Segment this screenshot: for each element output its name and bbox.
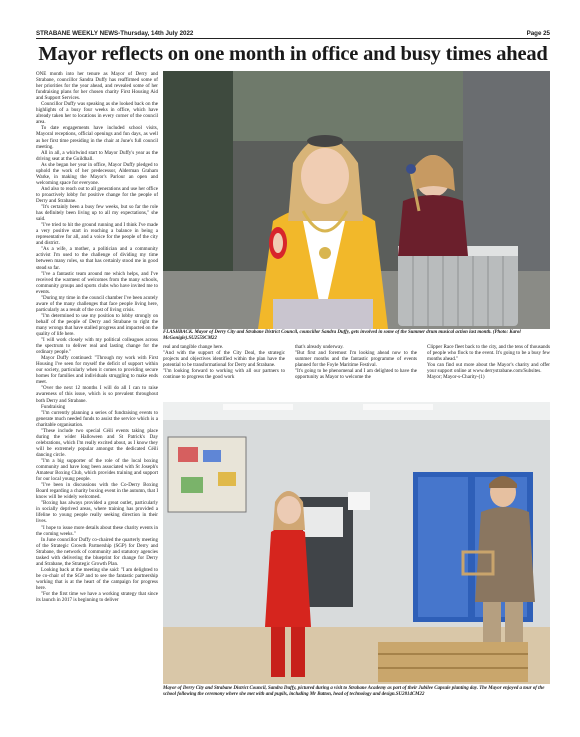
article-paragraph: As she began her year in office, Mayor Duffy pledged to uphold the work of her predecessor, Alderman Graham Warke, in making the Mayor's Parlour an open and welcoming space for everyone. bbox=[36, 161, 158, 186]
article-paragraph: In June councillor Duffy co-chaired the quarterly meeting of the Strategic Growth Partnership (SGP) for Derry and Strabane, the network of community and statutory agencies tasked with delivering the blueprint for change for Derry and Strabane, the Strategic Growth Plan. bbox=[36, 536, 158, 567]
article-paragraph: To date engagements have included school visits, Mayoral receptions, official openings and fun days, as well as her first time presiding in the chair at June's full council meeting. bbox=[36, 125, 158, 150]
article-paragraph: "I'm currently planning a series of fundraising events to generate much needed funds to assist the service which is a charitable organisation. bbox=[36, 409, 158, 428]
headline: Mayor reflects on one month in office and busy times ahead bbox=[38, 43, 548, 65]
article-column-middle-1 bbox=[163, 344, 285, 400]
article-paragraph: Mayor Duffy continued: "Through my work with First Housing I've seen for myself the deficit of support within our society, particularly when it comes to providing secure homes for families and individuals struggling to make ends meet. bbox=[36, 355, 158, 386]
article-paragraph: "I've tried to hit the ground running and I think I've made a very positive start in reaching a balance in being a representative for all, and a voice for the people of the city and district. bbox=[36, 222, 158, 247]
photo-mayor-school-visit bbox=[163, 402, 550, 684]
article-paragraph: All in all, a whirlwind start to Mayor Duffy's year as the driving seat at the Guildhall. bbox=[36, 149, 158, 162]
photo-mayor-drum-event bbox=[163, 71, 550, 329]
article-paragraph: "It's certainly been a busy few weeks, but so far the role has definitely been living up to all my expectations," she said. bbox=[36, 204, 158, 223]
masthead-title: STRABANE WEEKLY NEWS-Thursday, 14th July 2022 bbox=[36, 30, 194, 37]
article-paragraph: Fundraising bbox=[41, 403, 66, 410]
article-paragraph: "I'm determined to use my position to lobby strongly on behalf of the people of Derry and Strabane to right the many wrongs that have stalled progress and impacted on the quality of life here. bbox=[36, 312, 158, 338]
article-paragraph: real and tangible change here. "And with the support of the City Deal, the strategic projects and objectives identified within the plan have the potential to be transformational for Derry and Strabane. "I'm looking forward to working with all our partners to continue to progress the good work bbox=[163, 344, 285, 381]
masthead-rule bbox=[36, 38, 550, 39]
article-paragraph: "As a wife, a mother, a politician and a community activist I'm used to the challenge of dividing my time between many roles, so that has certainly stood me in good stead so far. bbox=[36, 246, 158, 271]
article-paragraph: "I will work closely with my political colleagues across the spectrum to deliver real and lasting change for the ordinary people." bbox=[36, 337, 158, 356]
article-paragraph: Looking back at the meeting she said: "I am delighted to be co-chair of the SGP and to see the fantastic partnership working that is at the heart of the campaign for progress here. bbox=[36, 566, 158, 591]
article-paragraph: "For the first time we have a working strategy that since its launch in 2017 is beginning to deliver bbox=[36, 591, 158, 604]
article-column-middle-3 bbox=[427, 344, 550, 400]
article-paragraph: Councillor Duffy was speaking as she looked back on the highlights of a busy four weeks in office, which have already taken her to locations in every corner of the council area. bbox=[36, 101, 158, 126]
article-paragraph: "Boxing has always provided a great outlet, particularly in socially deprived areas, where training has provided a lifeline to young people really seeking direction in their lives. bbox=[36, 500, 158, 525]
article-paragraph: "I've been in discussions with the Co-Derry Boxing Board regarding a charity boxing event in the autumn, that I know will be widely welcomed. bbox=[36, 482, 158, 501]
masthead bbox=[36, 27, 550, 37]
caption-photo-2: Mayor of Derry City and Strabane District Council, Sandra Duffy, pictured during a visit to Strabane Academy as part of their Jubilee Capsule planting day. The Mayor enjoyed a tour of the school following the ceremony where she met with and pupils, including Mr Batton, head of technology and design.SU2814CM22 bbox=[163, 686, 545, 697]
article-paragraph: "Over the next 12 months I will do all I can to raise awareness of this issue, which is so prevalent throughout both Derry and Strabane. bbox=[36, 385, 158, 404]
article-paragraph: that's already underway. "But first and foremost I'm looking ahead now to the summer months and the fantastic programme of events planned for the Foyle Maritime Festival. "It's going to be phenomenal and I am delighted to have the opportunity as Mayor to welcome the bbox=[295, 344, 417, 381]
article-paragraph: "These include two special Céili events taking place during the wider Halloween and St Patrick's Day celebrations, which I'm really excited about, as I know they will be extremely popular amongst the dedicated Céili dancing circle. bbox=[36, 427, 158, 458]
caption-photo-1: FLASHBACK. Mayor of Derry City and Strabane District Council, councillor Sandra Duffy, gets involved in some of the Summer drum musical action last month. (Photo: Karol McGonigle).SU2559CM22 bbox=[163, 330, 521, 341]
article-paragraph: "I hope to issue more details about these charity events in the coming weeks." bbox=[36, 524, 158, 537]
article-paragraph: Clipper Race fleet back to the city, and the tens of thousands of people who flock to the event. It's going to be a busy few months ahead." You can find out more about the Mayor's charity and offer your support online at www.derrystrabane.com/Subsites. Mayor; Mayor-s-Charity-(1) bbox=[427, 344, 550, 381]
article-paragraph: "I'm a big supporter of the role of the local boxing community and have long been associated with St Joseph's Amateur Boxing Club, which provides training and support for our local young people. bbox=[36, 458, 158, 483]
article-paragraph: And also to reach out to all generations and use her office to proactively lobby for positive change for the people of Derry and Strabane. bbox=[36, 185, 158, 204]
article-paragraph: "During my time in the council chamber I've been acutely aware of the many challenges that face people living here, particularly as a result of the cost of living crisis. bbox=[36, 294, 158, 313]
article-column-middle-2 bbox=[295, 344, 417, 400]
article-paragraph: "I've a fantastic team around me which helps, and I've received the warmest of welcomes from the many schools, community groups and sports clubs who have invited me to events. bbox=[36, 270, 158, 295]
article-paragraph: ONE month into her tenure as Mayor of Derry and Strabane, councillor Sandra Duffy has reaffirmed some of her priorities for the year ahead, and revealed some of her fundraising plans for her chosen charity First Housing Aid and Support Services. bbox=[36, 71, 158, 102]
article-column-left bbox=[36, 71, 158, 719]
page-number: Page 25 bbox=[526, 30, 550, 37]
